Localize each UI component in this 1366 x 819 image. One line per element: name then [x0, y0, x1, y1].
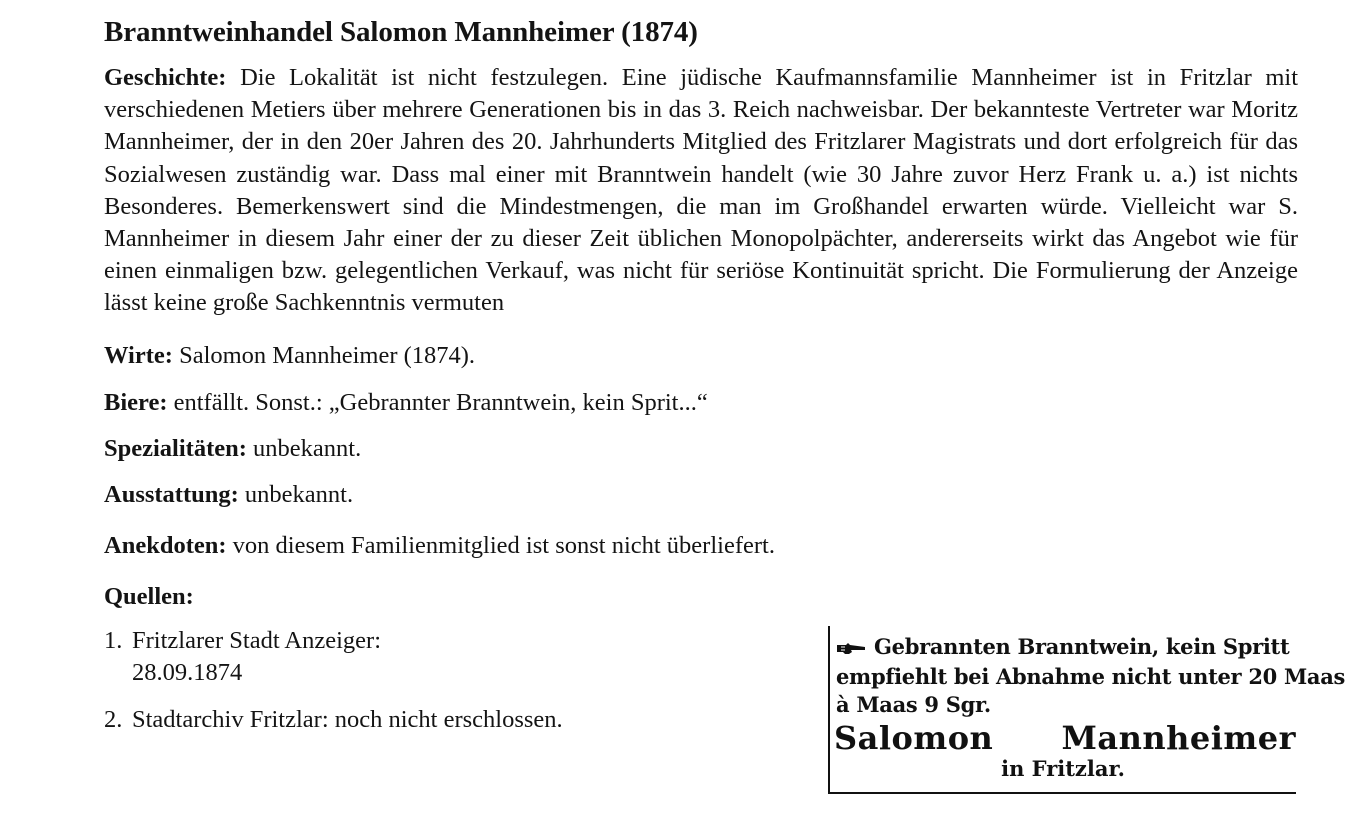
- source-number: 1.: [104, 626, 123, 654]
- clipping-line-1-text: Gebrannten Branntwein, kein Spritt: [874, 634, 1290, 659]
- clipping-line-2: empfiehlt bei Abnahme nicht unter 20 Maas: [836, 664, 1346, 689]
- ausstattung-label: Ausstattung:: [104, 480, 239, 508]
- history-label: Geschichte:: [104, 64, 227, 91]
- newspaper-clipping: [828, 626, 1346, 794]
- anekdoten-label: Anekdoten:: [104, 531, 227, 559]
- clipping-name: Salomon Mannheimer: [834, 719, 1296, 757]
- anekdoten-value: von diesem Familienmitglied ist sonst nicht überliefert.: [232, 531, 775, 559]
- field-anekdoten: [104, 530, 1298, 562]
- field-ausstattung: [104, 479, 1298, 511]
- source-number: 2.: [104, 705, 123, 733]
- ausstattung-value: unbekannt.: [244, 480, 354, 508]
- history-text: Die Lokalität ist nicht festzulegen. Eine jüdische Kaufmannsfamilie Mannheimer ist in Fritzlar mit verschiedenen Metiers über mehrere Generationen bis in das 3. Reich nachweisbar. Der bekannteste Vertreter war Moritz Mannheimer, der in den 20er Jahren des 20. Jahrhunderts Mitglied des Fritzlarer Magistrats und dort erfolgreich für das Sozialwesen zuständig war. Dass mal einer mit Branntwein handelt (wie 30 Jahre zuvor Herz Frank u. a.) ist nichts Besonderes. Bemerkenswert sind die Mindestmengen, die man im Großhandel erwarten würde. Vielleicht war S. Mannheimer in diesem Jahr einer der zu dieser Zeit üblichen Monopolpächter, andererseits wirkt das Angebot wie für einen einmaligen bzw. gelegentlichen Verkauf, was nicht für seriöse Kontinuität spricht. Die Formulierung der Anzeige lässt keine große Sachkenntnis vermuten: [104, 64, 1299, 317]
- spezialitaeten-label: Spezialitäten:: [104, 434, 247, 462]
- spezialitaeten-value: unbekannt.: [253, 434, 362, 462]
- biere-label: Biere:: [104, 388, 168, 416]
- clipping-line-3: à Maas 9 Sgr.: [836, 692, 991, 717]
- clipping-line-1: [836, 634, 1289, 660]
- wirte-value: Salomon Mannheimer (1874).: [179, 341, 476, 369]
- wirte-label: Wirte:: [104, 341, 173, 369]
- page-title: Branntweinhandel Salomon Mannheimer (1874): [104, 16, 698, 48]
- sources-title: Quellen:: [104, 582, 194, 610]
- clipping-town: in Fritzlar.: [1001, 756, 1125, 781]
- source-text: Stadtarchiv Fritzlar: noch nicht erschlossen.: [132, 705, 563, 733]
- biere-value: entfällt. Sonst.: „Gebrannter Branntwein, kein Sprit...“: [173, 388, 708, 416]
- source-text: Fritzlarer Stadt Anzeiger: 28.09.1874: [132, 626, 381, 686]
- pointing-hand-icon: [836, 642, 866, 656]
- field-wirte: [104, 340, 1298, 372]
- list-item: [104, 704, 704, 736]
- field-biere: [104, 387, 1298, 419]
- field-spezialitaeten: [104, 433, 1298, 465]
- sources-list: [104, 625, 704, 736]
- history-paragraph: [104, 62, 1298, 320]
- list-item: [104, 625, 704, 689]
